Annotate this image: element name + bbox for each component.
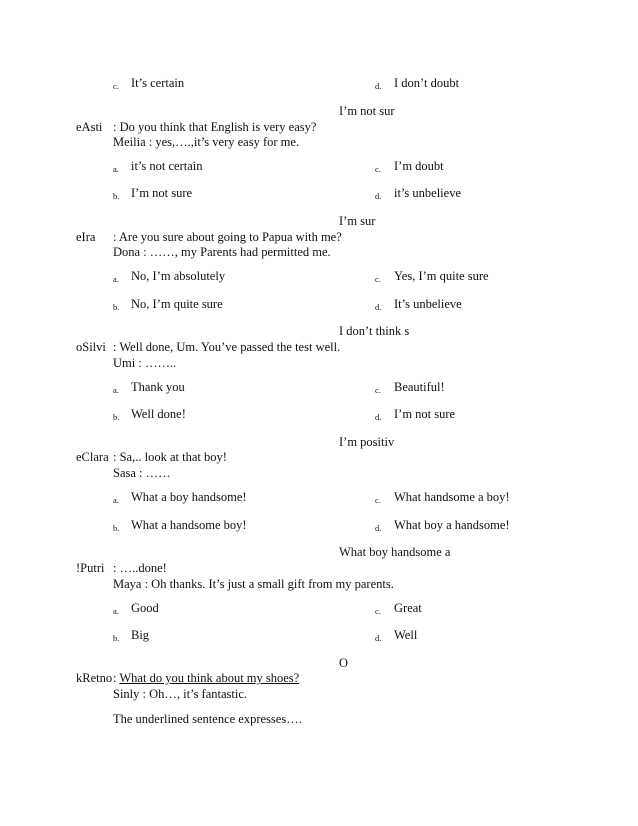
option-letter: c. xyxy=(375,495,381,505)
option-text: What handsome a boy! xyxy=(394,490,510,504)
dialog-line: Meilia : yes,….,it’s very easy for me. xyxy=(113,135,300,149)
option-letter: d. xyxy=(375,191,382,201)
overflow-text: I don’t think s xyxy=(339,324,410,338)
option-letter: b. xyxy=(113,633,120,643)
option-text: Good xyxy=(131,601,159,615)
option-letter: c. xyxy=(375,385,381,395)
dialog-line: : …..done! xyxy=(113,561,167,575)
question-stem: The underlined sentence expresses…. xyxy=(113,712,302,726)
option-letter: b. xyxy=(113,302,120,312)
option-letter: a. xyxy=(113,495,119,505)
option-letter: b. xyxy=(113,191,120,201)
option-letter: c. xyxy=(113,81,119,91)
underlined-question: What do you think about my shoes? xyxy=(119,671,300,685)
option-text: it’s unbelieve xyxy=(394,186,461,200)
overflow-text: I’m not sur xyxy=(339,104,395,118)
dialog-line: : Sa,.. look at that boy! xyxy=(113,450,227,464)
option-letter: c. xyxy=(375,606,381,616)
item-prefix: eClara xyxy=(76,450,109,464)
item-prefix: !Putri xyxy=(76,561,105,575)
option-text: It’s certain xyxy=(131,76,185,90)
dialog-line: Dona : ……, my Parents had permitted me. xyxy=(113,245,331,259)
option-letter: a. xyxy=(113,274,119,284)
option-letter: a. xyxy=(113,606,119,616)
option-text: Well xyxy=(394,628,418,642)
option-letter: b. xyxy=(113,412,120,422)
option-letter: a. xyxy=(113,385,119,395)
option-text: I’m doubt xyxy=(394,159,444,173)
option-letter: d. xyxy=(375,302,382,312)
item-prefix: oSilvi xyxy=(76,340,106,354)
option-text: No, I’m quite sure xyxy=(131,297,223,311)
dialog-line xyxy=(113,671,299,685)
overflow-text: I’m positiv xyxy=(339,435,395,449)
overflow-text: What boy handsome a xyxy=(339,545,451,559)
option-text: I don’t doubt xyxy=(394,76,460,90)
option-text: Thank you xyxy=(131,380,185,394)
overflow-text: O xyxy=(339,656,349,670)
dialog-line: Sinly : Oh…, it’s fantastic. xyxy=(113,687,248,701)
dialog-line: Umi : …….. xyxy=(113,356,177,370)
option-text: What boy a handsome! xyxy=(394,518,510,532)
option-text: Well done! xyxy=(131,407,186,421)
option-letter: c. xyxy=(375,164,381,174)
option-letter: c. xyxy=(375,274,381,284)
option-letter: d. xyxy=(375,81,382,91)
option-text: It’s unbelieve xyxy=(394,297,462,311)
option-text: I’m not sure xyxy=(394,407,456,421)
option-text: I’m not sure xyxy=(131,186,193,200)
option-letter: a. xyxy=(113,164,119,174)
option-letter: d. xyxy=(375,523,382,533)
option-text: What a handsome boy! xyxy=(131,518,247,532)
option-text: No, I’m absolutely xyxy=(131,269,226,283)
option-letter: d. xyxy=(375,412,382,422)
option-letter: b. xyxy=(113,523,120,533)
option-text: Beautiful! xyxy=(394,380,445,394)
item-prefix: eAsti xyxy=(76,120,103,134)
option-text: Great xyxy=(394,601,422,615)
dialog-line: : Do you think that English is very easy? xyxy=(113,120,317,134)
option-text: What a boy handsome! xyxy=(131,490,247,504)
dialog-line: Maya : Oh thanks. It’s just a small gift from my parents. xyxy=(113,577,394,591)
colon-text: : xyxy=(113,671,120,685)
dialog-line: : Well done, Um. You’ve passed the test well. xyxy=(113,340,341,354)
option-text: Big xyxy=(131,628,150,642)
dialog-line: : Are you sure about going to Papua with me? xyxy=(113,230,342,244)
option-text: Yes, I’m quite sure xyxy=(394,269,489,283)
item-prefix: eIra xyxy=(76,230,96,244)
overflow-text: I’m sur xyxy=(339,214,376,228)
item-prefix: kRetno xyxy=(76,671,113,685)
option-letter: d. xyxy=(375,633,382,643)
option-text: it’s not certain xyxy=(131,159,203,173)
dialog-line: Sasa : …… xyxy=(113,466,171,480)
